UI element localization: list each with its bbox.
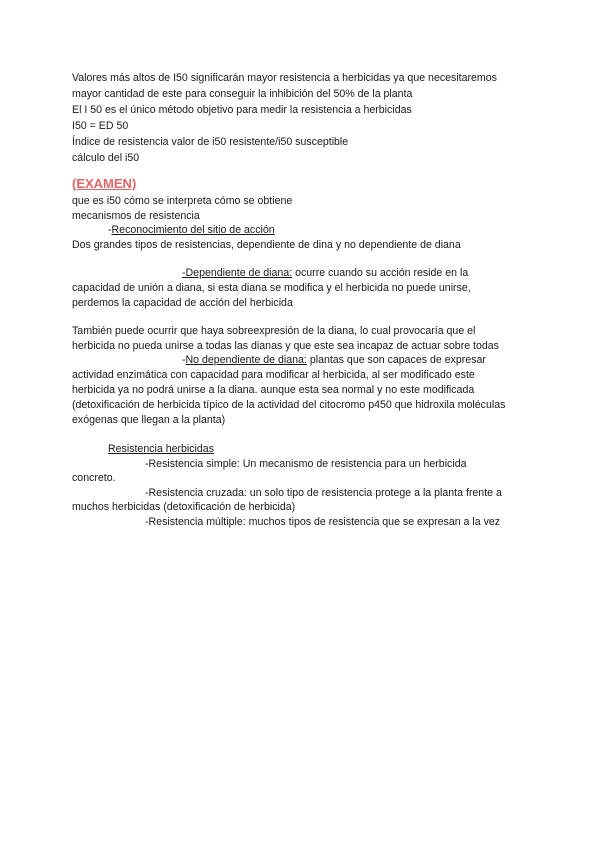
intro-line-5: Índice de resistencia valor de i50 resistente/i50 susceptible [72, 136, 349, 148]
no-dependiente-title: No dependiente de diana: [185, 354, 307, 366]
no-dependiente-line-4: exógenas que llegan a la planta) [72, 414, 226, 426]
dependiente-heading [182, 267, 468, 280]
dependiente-first: ocurre cuando su acción reside en la [292, 267, 469, 279]
dependiente-line-2: perdemos la capacidad de acción del herbicida [72, 297, 293, 309]
exam-heading: (EXAMEN) [72, 176, 137, 191]
resistencia-title: Resistencia herbicidas [108, 443, 214, 455]
resistencia-simple-line-1: -Resistencia simple: Un mecanismo de resistencia para un herbicida [145, 458, 467, 470]
resistencia-cruzada-line-2: muchos herbicidas (detoxificación de herbicida) [72, 501, 296, 513]
sobreexpresion-line-1: También puede ocurrir que haya sobreexpresión de la diana, lo cual provocaría que el [72, 325, 476, 337]
exam-line-1: que es i50 cómo se interpreta cómo se obtiene [72, 195, 293, 207]
reconocimiento-heading [108, 224, 275, 237]
dependiente-title: -Dependiente de diana: [182, 267, 293, 279]
no-dependiente-heading [182, 354, 486, 367]
reconocimiento-text: Dos grandes tipos de resistencias, dependiente de dina y no dependiente de diana [72, 239, 461, 251]
reconocimiento-prefix: - [108, 224, 112, 236]
intro-line-3: El I 50 es el único método objetivo para medir la resistencia a herbicidas [72, 104, 412, 116]
reconocimiento-title: Reconocimiento del sitio de acción [111, 224, 275, 236]
resistencia-multiple-line: -Resistencia múltiple: muchos tipos de resistencia que se expresan a la vez [145, 516, 501, 528]
no-dependiente-line-2: herbicida ya no podrá unirse a la diana. aunque esta sea normal y no este modificada [72, 384, 475, 396]
resistencia-simple-line-2: concreto. [72, 472, 116, 484]
no-dependiente-line-1: actividad enzimática con capacidad para modificar al herbicida, al ser modificado este [72, 369, 475, 381]
no-dependiente-line-3: (detoxificación de herbicida típico de la actividad del citocromo p450 que hidroxila moléculas [72, 399, 506, 411]
intro-line-6: cálculo del i50 [72, 152, 140, 164]
no-dependiente-first: plantas que son capaces de expresar [306, 354, 486, 366]
sobreexpresion-line-2: herbicida no pueda unirse a todas las dianas y que este sea incapaz de actuar sobre todas [72, 340, 499, 352]
intro-line-2: mayor cantidad de este para conseguir la inhibición del 50% de la planta [72, 88, 413, 100]
resistencia-cruzada-line-1: -Resistencia cruzada: un solo tipo de resistencia protege a la planta frente a [145, 487, 502, 499]
exam-line-2: mecanismos de resistencia [72, 210, 200, 222]
dependiente-line-1: capacidad de unión a diana, si esta diana se modifica y el herbicida no puede unirse, [72, 282, 471, 294]
intro-line-4: I50 = ED 50 [72, 120, 129, 132]
intro-line-1: Valores más altos de I50 significarán mayor resistencia a herbicidas ya que necesitaremos [72, 72, 497, 84]
no-dependiente-prefix: - [182, 354, 186, 366]
